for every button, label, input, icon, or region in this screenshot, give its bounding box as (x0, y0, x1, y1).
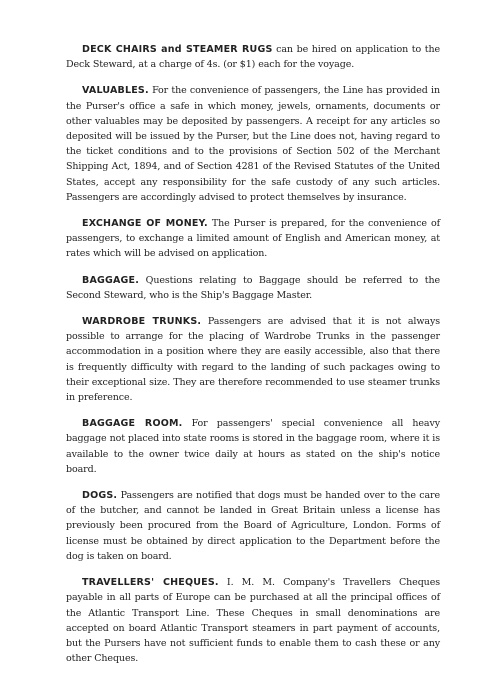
section-text: For passengers' special convenience all heavy baggage not placed into state rooms is stored in the baggage room, where it is available to the owner twice daily at hours as stated on the ship's notice board. (66, 418, 440, 475)
section-text: can be hired on application to the Deck Steward, at a charge of 4s. (or $1) each for the voyage. (66, 44, 440, 71)
section-travellers-cheques (66, 575, 440, 666)
section-text: Passengers are advised that it is not always possible to arrange for the placing of Wardrobe Trunks in the passenger accommodation in a position where they are easily accessible, also that there is frequently difficulty with regard to the landing of such packages owing to their exceptional size. They are therefore recommended to use steamer trunks in preference. (66, 316, 440, 404)
section-heading: VALUABLES. (82, 85, 149, 97)
section-text: The Purser is prepared, for the convenience of passengers, to exchange a limited amount of English and American money, at rates which will be advised on application. (66, 218, 440, 260)
section-heading: BAGGAGE ROOM. (82, 418, 183, 430)
section-exchange-of-money (66, 216, 440, 262)
section-heading: WARDROBE TRUNKS. (82, 316, 202, 328)
section-text: Passengers are notified that dogs must be handed over to the care of the butcher, and cannot be landed in Great Britain unless a license has previously been procured from the Board of Agriculture, London. Forms of license must be obtained by direct application to the Department before the dog is taken on board. (66, 490, 440, 562)
section-text: I. M. M. Company's Travellers Cheques payable in all parts of Europe can be purchased at all the principal offices of the Atlantic Transport Line. These Cheques in small denominations are accepted on board Atlantic Transport steamers in part payment of accounts, but the Pursers have not sufficient funds to enable them to cash these or any other Cheques. (66, 577, 440, 665)
section-deck-chairs (66, 42, 440, 72)
section-baggage (66, 273, 440, 303)
section-heading: DECK CHAIRS and STEAMER RUGS (82, 44, 273, 55)
section-heading: BAGGAGE. (82, 274, 140, 286)
section-wardrobe-trunks (66, 314, 440, 405)
section-heading: TRAVELLERS' CHEQUES. (82, 577, 219, 589)
section-valuables (66, 83, 440, 205)
document-page (66, 42, 440, 677)
section-heading: EXCHANGE OF MONEY. (82, 218, 208, 230)
section-baggage-room (66, 416, 440, 477)
section-text: Questions relating to Baggage should be referred to the Second Steward, who is the Ship's Baggage Master. (66, 274, 440, 301)
section-text: For the convenience of passengers, the Line has provided in the Purser's office a safe in which money, jewels, ornaments, documents or other valuables may be deposited by passengers. A receipt for any articles so deposited will be issued by the Purser, but the Line does not, having regard to the ticket conditions and to the provisions of Section 502 of the Merchant Shipping Act, 1894, and of Section 4281 of the Revised Statutes of the United States, accept any responsibility for the safe custody of any such articles. Passengers are accordingly advised to protect themselves by insurance. (66, 85, 440, 203)
section-dogs (66, 488, 440, 564)
section-heading: DOGS. (82, 490, 118, 502)
